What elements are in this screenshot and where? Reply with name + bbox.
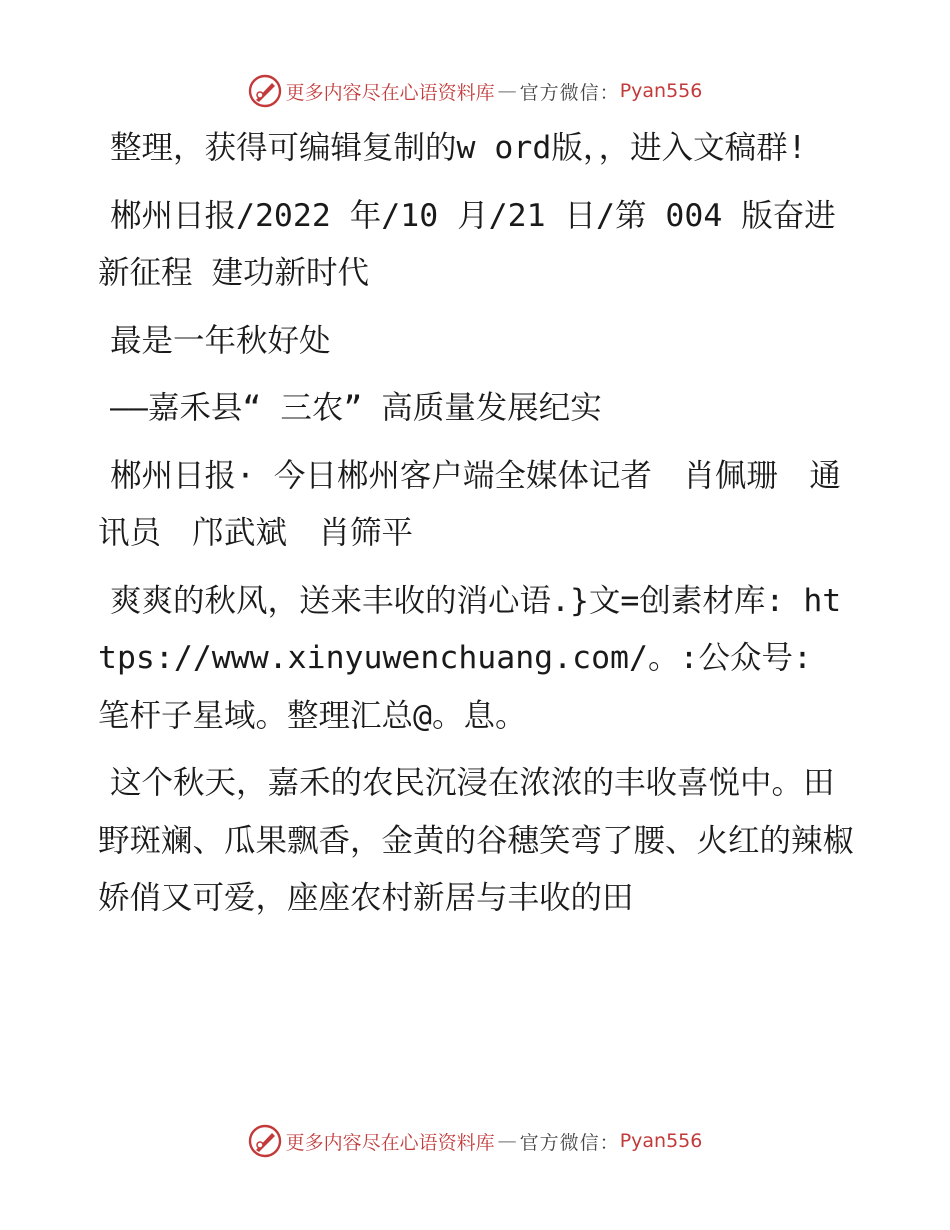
article-subtitle: ——嘉禾县“ 三农” 高质量发展纪实 bbox=[110, 390, 602, 426]
paragraph-body-2: 这个秋天，嘉禾的农民沉浸在浓浓的丰收喜悦中。田野斑斓、瓜果飘香，金黄的谷穗笑弯了腰、火红的辣椒娇俏又可爱，座座农村新居与丰收的田 bbox=[98, 765, 855, 916]
article-title: 最是一年秋好处 bbox=[110, 322, 331, 359]
paragraph-intro: 整理，获得可编辑复制的w ord版，，进入文稿群! bbox=[110, 130, 807, 166]
watermark-dash: — bbox=[497, 80, 517, 102]
quill-pen-icon bbox=[248, 1124, 282, 1158]
watermark-dash: — bbox=[497, 1130, 517, 1152]
watermark-wechat-id: Pyan556 bbox=[619, 80, 703, 102]
quill-pen-icon bbox=[248, 74, 282, 108]
article-byline: 郴州日报· 今日郴州客户端全媒体记者 肖佩珊 通讯员 邝武斌 肖筛平 bbox=[98, 457, 841, 551]
watermark-wechat-id: Pyan556 bbox=[619, 1130, 703, 1152]
watermark-site-name: 更多内容尽在心语资料库 bbox=[285, 81, 495, 104]
paragraph-source-line: 郴州日报/2022 年/10 月/21 日/第 004 版奋进新征程 建功新时代 bbox=[98, 197, 836, 291]
document-body bbox=[98, 120, 858, 938]
watermark-site-name: 更多内容尽在心语资料库 bbox=[285, 1131, 495, 1154]
watermark-wechat-label: 官方微信： bbox=[519, 81, 620, 104]
paragraph-body-1: 爽爽的秋风，送来丰收的消心语.}文=创素材库: https://www.xinyuwenchuang.com/。:公众号: 笔杆子星域。整理汇总@。息。 bbox=[98, 582, 842, 734]
watermark-wechat-label: 官方微信： bbox=[519, 1131, 620, 1154]
footer-watermark bbox=[0, 1121, 950, 1161]
header-watermark bbox=[0, 71, 950, 111]
